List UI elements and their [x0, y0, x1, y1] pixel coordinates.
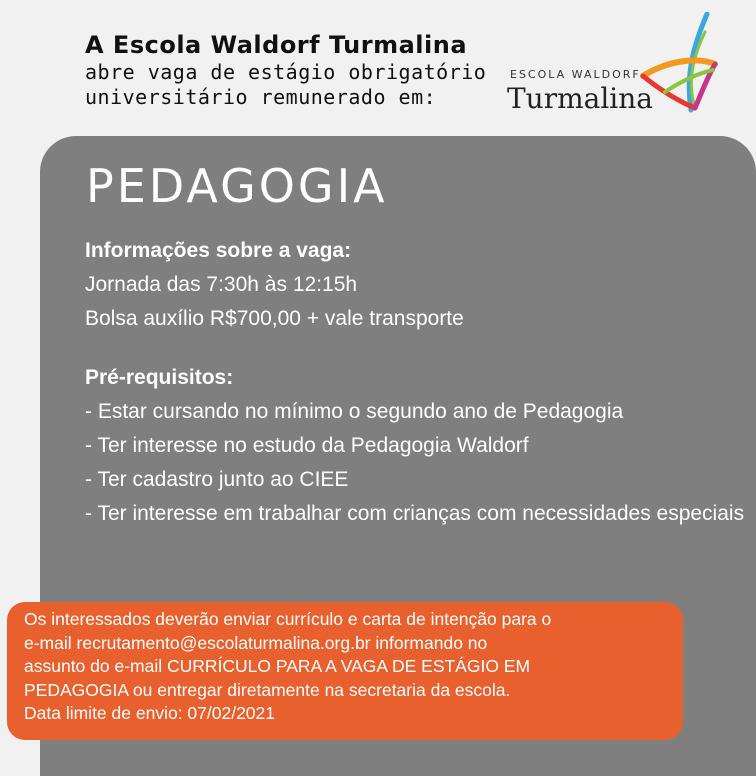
logo-name: Turmalina [507, 82, 653, 115]
header-title: A Escola Waldorf Turmalina [85, 31, 468, 59]
requirement-item: - Estar cursando no mínimo o segundo ano de Pedagogia [85, 400, 624, 423]
job-title: PEDAGOGIA [86, 159, 388, 213]
notice-line: PEDAGOGIA ou entregar diretamente na secretaria da escola. [24, 679, 511, 700]
info-line: Bolsa auxílio R$700,00 + vale transporte [85, 307, 464, 330]
vacancy-details [85, 238, 745, 534]
requirement-item: - Ter cadastro junto ao CIEE [85, 468, 349, 491]
info-line: Jornada das 7:30h às 12:15h [85, 273, 358, 296]
notice-line: assunto do e-mail CURRÍCULO PARA A VAGA DE ESTÁGIO EM [24, 656, 531, 676]
notice-deadline: Data limite de envio: 07/02/2021 [24, 703, 275, 723]
logo-small-text: ESCOLA WALDORF [510, 68, 641, 81]
header-line-1: abre vaga de estágio obrigatório [85, 60, 487, 84]
header [85, 30, 505, 110]
info-heading: Informações sobre a vaga: [85, 239, 352, 262]
school-logo [505, 12, 720, 122]
notice-line: Os interessados deverão enviar currículo e carta de intenção para o [24, 609, 552, 629]
requirement-item: - Ter interesse em trabalhar com crianças com necessidades especiais [85, 502, 745, 525]
application-notice [7, 602, 683, 740]
header-line-2: universitário remunerado em: [85, 85, 437, 109]
requirements-heading: Pré-requisitos: [85, 366, 234, 389]
requirement-item: - Ter interesse no estudo da Pedagogia Waldorf [85, 434, 529, 457]
notice-line: e-mail recrutamento@escolaturmalina.org.br informando no [24, 632, 488, 653]
